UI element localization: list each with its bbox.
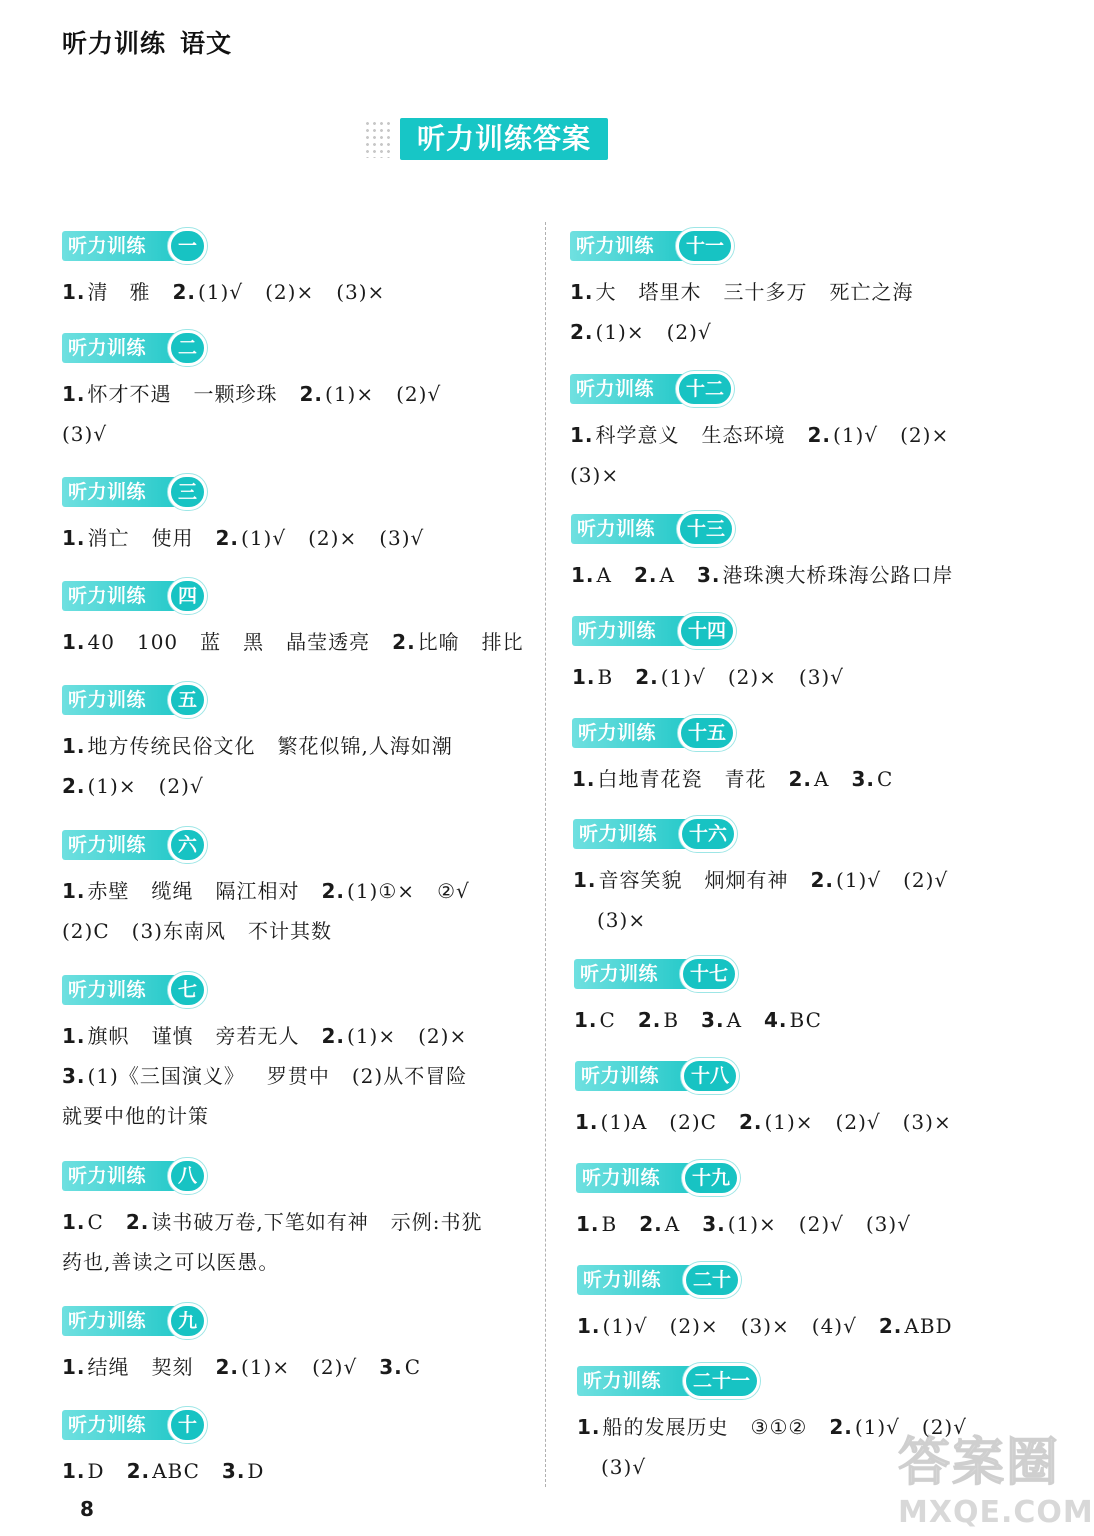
answer-line: [62, 1056, 467, 1096]
answer-section: [62, 330, 441, 454]
question-number: 4.: [764, 1008, 788, 1032]
answer-text: (3)√: [62, 422, 108, 446]
answer-text: (3)×: [570, 463, 620, 487]
answer-text: (2)√: [312, 1355, 358, 1379]
section-badge: [62, 1407, 264, 1443]
section-number: 十二: [676, 371, 734, 407]
answer-text: A: [659, 563, 675, 587]
answer-text: BC: [789, 1008, 822, 1032]
watermark-top-text: 答案圈: [898, 1433, 1061, 1493]
answer-text: ABD: [904, 1314, 953, 1338]
answer-line: [573, 900, 948, 940]
answer-section: [575, 1058, 952, 1142]
section-number: 一: [168, 228, 207, 264]
answer-section: [570, 371, 949, 495]
answer-line: [62, 871, 470, 911]
answer-line: [62, 1096, 467, 1136]
answer-text: 赤壁: [87, 879, 130, 903]
answer-text: (3)√: [865, 1212, 911, 1236]
answer-text: 结绳: [87, 1355, 130, 1379]
answer-line: [62, 911, 470, 951]
answer-line: [577, 1407, 967, 1447]
question-number: 1.: [62, 879, 86, 903]
page-number: 8: [80, 1497, 94, 1521]
section-badge: [62, 228, 385, 264]
answer-section: [571, 511, 953, 595]
answer-text: 黑: [243, 630, 265, 654]
question-number: 1.: [573, 868, 597, 892]
answer-text: (2)√: [798, 1212, 844, 1236]
answer-text: (1)A: [600, 1110, 648, 1134]
answer-text: (3)√: [601, 1455, 647, 1479]
section-number: 三: [168, 474, 207, 510]
section-badge: [574, 956, 822, 992]
section-number: 二十: [683, 1262, 741, 1298]
answer-line: [62, 414, 441, 454]
section-badge: [572, 715, 893, 751]
answer-text: (2)C: [62, 919, 110, 943]
question-number: 1.: [577, 1314, 601, 1338]
answer-text: (3)√: [798, 665, 844, 689]
question-number: 1.: [571, 563, 595, 587]
section-number: 二: [168, 330, 207, 366]
answer-text: (1)×: [595, 320, 645, 344]
answer-text: (2)√: [835, 1110, 881, 1134]
answer-section: [62, 578, 524, 662]
question-number: 2.: [215, 526, 240, 550]
answer-text: ③①②: [750, 1415, 808, 1439]
answer-text: (2)√: [158, 774, 204, 798]
section-badge-label: 听力训练: [62, 477, 180, 507]
answer-line: [570, 272, 914, 312]
page-header: [62, 24, 232, 60]
answer-line: [62, 766, 453, 806]
question-number: 2.: [635, 665, 659, 689]
answer-text: B: [663, 1008, 680, 1032]
answer-text: ABC: [152, 1459, 200, 1483]
answer-text: 读书破万卷,下笔如有神: [151, 1210, 369, 1234]
section-number: 十四: [678, 613, 736, 649]
answer-line: [574, 1000, 822, 1040]
question-number: 2.: [215, 1355, 240, 1379]
answer-section: [577, 1262, 953, 1346]
answer-text: (1)√: [833, 423, 879, 447]
answer-text: (2)√: [396, 382, 442, 406]
answer-text: B: [597, 665, 614, 689]
question-number: 1.: [62, 734, 86, 758]
answer-text: (2)×: [418, 1024, 468, 1048]
question-number: 3.: [701, 1008, 725, 1032]
question-number: 3.: [62, 1064, 86, 1088]
section-badge-label: 听力训练: [62, 830, 180, 860]
answer-section: [62, 474, 424, 558]
section-number: 十八: [681, 1058, 739, 1094]
question-number: 2.: [807, 423, 832, 447]
question-number: 1.: [570, 423, 594, 447]
answer-section: [572, 715, 893, 799]
section-badge-label: 听力训练: [575, 1061, 693, 1091]
answer-text: D: [87, 1459, 105, 1483]
answer-text: 不计其数: [247, 919, 332, 943]
answer-text: 音容笑貌: [598, 868, 683, 892]
section-badge-label: 听力训练: [576, 1163, 694, 1193]
answer-line: [62, 1242, 482, 1282]
section-badge-label: 听力训练: [62, 1306, 180, 1336]
answer-line: [62, 272, 385, 312]
answer-text: 缆绳: [151, 879, 194, 903]
section-badge: [62, 474, 424, 510]
answer-text: (2)×: [669, 1314, 719, 1338]
answer-text: C: [87, 1210, 104, 1234]
section-badge-label: 听力训练: [570, 231, 688, 261]
section-badge: [62, 972, 467, 1008]
answer-text: 示例:书犹: [390, 1210, 483, 1234]
section-number: 十三: [677, 511, 735, 547]
answer-text: 白地青花瓷: [597, 767, 703, 791]
dot-pattern-decoration: [364, 120, 392, 158]
section-number: 十九: [682, 1160, 740, 1196]
answer-text: 地方传统民俗文化: [87, 734, 256, 758]
answer-text: 港珠澳大桥珠海公路口岸: [722, 563, 954, 587]
question-number: 2.: [639, 1212, 663, 1236]
question-number: 2.: [829, 1415, 853, 1439]
question-number: 1.: [577, 1415, 601, 1439]
answer-text: 40: [87, 630, 115, 654]
answer-text: A: [726, 1008, 743, 1032]
question-number: 1.: [62, 382, 86, 406]
question-number: 1.: [575, 1110, 599, 1134]
answer-text: D: [247, 1459, 265, 1483]
answer-text: 消亡: [87, 526, 130, 550]
answer-text: (1)×: [87, 774, 137, 798]
question-number: 1.: [574, 1008, 598, 1032]
question-number: 2.: [788, 767, 813, 791]
answer-section: [62, 827, 470, 951]
answer-section: [573, 816, 948, 940]
answer-text: (4)√: [811, 1314, 857, 1338]
section-badge-label: 听力训练: [573, 819, 691, 849]
section-number: 五: [168, 682, 207, 718]
answer-text: (3)×: [336, 280, 386, 304]
answer-text: (1)×: [764, 1110, 814, 1134]
question-number: 1.: [570, 280, 594, 304]
answer-text: (1)×: [325, 382, 375, 406]
answer-section: [62, 1303, 421, 1387]
question-number: 2.: [637, 1008, 662, 1032]
answer-text: (3)×: [902, 1110, 952, 1134]
question-number: 2.: [321, 879, 346, 903]
answer-text: 青花: [724, 767, 767, 791]
answer-line: [62, 374, 441, 414]
question-number: 2.: [633, 563, 658, 587]
question-number: 2.: [738, 1110, 763, 1134]
answer-text: 晶莹透亮: [286, 630, 371, 654]
answer-text: 大: [595, 280, 617, 304]
section-badge-label: 听力训练: [62, 685, 180, 715]
answer-text: (1)√: [602, 1314, 648, 1338]
answer-text: (2)C: [669, 1110, 717, 1134]
section-number: 十一: [676, 228, 734, 264]
answer-text: 药也,善读之可以医愚。: [62, 1250, 280, 1274]
question-number: 2.: [810, 868, 835, 892]
column-divider: [545, 222, 546, 1487]
answer-text: C: [599, 1008, 616, 1032]
section-badge-label: 听力训练: [574, 959, 692, 989]
answer-text: (1)×: [727, 1212, 777, 1236]
section-number: 八: [168, 1158, 207, 1194]
section-badge: [575, 1058, 952, 1094]
question-number: 1.: [572, 767, 596, 791]
answer-section: [62, 228, 385, 312]
answer-text: 一颗珍珠: [193, 382, 278, 406]
section-badge: [571, 511, 953, 547]
answer-text: A: [596, 563, 612, 587]
answer-line: [62, 726, 453, 766]
answer-text: (1)√: [854, 1415, 900, 1439]
section-badge: [62, 1303, 421, 1339]
section-badge: [570, 228, 914, 264]
question-number: 1.: [62, 1024, 86, 1048]
section-badge-label: 听力训练: [570, 374, 688, 404]
answer-section: [577, 1363, 967, 1487]
answer-section: [62, 972, 467, 1136]
section-badge: [62, 1158, 482, 1194]
question-number: 1.: [62, 1210, 86, 1234]
subject-title: 语文: [180, 29, 233, 58]
answer-text: (1)√: [836, 868, 882, 892]
answer-text: (2)×: [308, 526, 358, 550]
question-number: 1.: [62, 630, 86, 654]
answer-text: 旁若无人: [215, 1024, 300, 1048]
answer-section: [62, 1158, 482, 1282]
question-number: 2.: [62, 774, 86, 798]
answer-line: [571, 555, 953, 595]
section-number: 十六: [679, 816, 737, 852]
answer-text: C: [877, 767, 894, 791]
answer-text: 100: [136, 630, 179, 654]
section-badge-label: 听力训练: [577, 1366, 695, 1396]
answer-text: (3)×: [740, 1314, 790, 1338]
question-number: 1.: [576, 1212, 600, 1236]
section-badge-label: 听力训练: [62, 1161, 180, 1191]
answer-text: 塔里木: [638, 280, 702, 304]
section-badge: [576, 1160, 911, 1196]
watermark-bottom-text: MXQE.COM: [898, 1495, 1094, 1530]
answer-text: 契刻: [151, 1355, 194, 1379]
question-number: 2.: [172, 280, 197, 304]
question-number: 1.: [572, 665, 596, 689]
section-number: 七: [168, 972, 207, 1008]
answer-section: [574, 956, 822, 1040]
answer-text: 排比: [481, 630, 524, 654]
answer-text: A: [664, 1212, 681, 1236]
question-number: 3.: [851, 767, 875, 791]
answer-line: [575, 1102, 952, 1142]
answers-title: 听力训练答案: [400, 118, 608, 160]
answer-section: [62, 682, 453, 806]
answer-line: [570, 312, 914, 352]
section-badge: [577, 1363, 967, 1399]
answer-text: 比喻: [417, 630, 460, 654]
section-badge: [577, 1262, 953, 1298]
answer-line: [576, 1204, 911, 1244]
answer-line: [572, 759, 893, 799]
section-badge: [572, 613, 844, 649]
question-number: 2.: [321, 1024, 346, 1048]
answer-text: 三十多万: [723, 280, 808, 304]
answer-section: [570, 228, 914, 352]
question-number: 3.: [702, 1212, 726, 1236]
answer-text: 蓝: [200, 630, 222, 654]
question-number: 2.: [125, 1210, 150, 1234]
answer-text: B: [601, 1212, 618, 1236]
answer-text: ②√: [437, 879, 470, 903]
question-number: 1.: [62, 280, 86, 304]
answer-line: [573, 860, 948, 900]
answer-text: 谨慎: [151, 1024, 194, 1048]
question-number: 2.: [392, 630, 416, 654]
answer-text: 使用: [151, 526, 194, 550]
question-number: 1.: [62, 1459, 86, 1483]
section-badge-label: 听力训练: [62, 231, 180, 261]
section-number: 十七: [680, 956, 738, 992]
question-number: 2.: [126, 1459, 151, 1483]
section-badge: [62, 827, 470, 863]
section-number: 九: [168, 1303, 207, 1339]
question-number: 3.: [221, 1459, 246, 1483]
answer-text: (1)×: [241, 1355, 291, 1379]
section-badge: [62, 330, 441, 366]
section-badge-label: 听力训练: [571, 514, 689, 544]
answer-text: (1)×: [347, 1024, 397, 1048]
answer-line: [62, 1016, 467, 1056]
answer-section: [576, 1160, 911, 1244]
question-number: 2.: [878, 1314, 903, 1338]
answer-text: (1)√: [198, 280, 244, 304]
answer-line: [572, 657, 844, 697]
section-badge-label: 听力训练: [572, 616, 690, 646]
section-badge-label: 听力训练: [62, 975, 180, 1005]
section-number: 六: [168, 827, 207, 863]
answer-text: (2)从不冒险: [351, 1064, 468, 1088]
question-number: 3.: [696, 563, 721, 587]
answer-text: 旗帜: [87, 1024, 130, 1048]
section-number: 四: [168, 578, 207, 614]
answer-text: (1)√: [241, 526, 287, 550]
answer-line: [570, 455, 949, 495]
section-number: 十: [168, 1407, 207, 1443]
answer-text: (3)√: [379, 526, 425, 550]
section-number: 二十一: [683, 1363, 760, 1399]
answer-text: (2)√: [666, 320, 712, 344]
answer-text: A: [814, 767, 830, 791]
answer-text: 清 雅: [87, 280, 151, 304]
answer-line: [62, 1347, 421, 1387]
question-number: 3.: [379, 1355, 403, 1379]
answer-text: (2)×: [900, 423, 950, 447]
section-badge-label: 听力训练: [572, 718, 690, 748]
section-badge: [573, 816, 948, 852]
answer-line: [577, 1306, 953, 1346]
section-badge: [62, 578, 524, 614]
section-badge-label: 听力训练: [62, 1410, 180, 1440]
section-badge: [62, 682, 453, 718]
answer-text: 船的发展历史: [602, 1415, 729, 1439]
answer-text: 炯炯有神: [704, 868, 789, 892]
answer-text: (2)×: [727, 665, 777, 689]
answer-text: 死亡之海: [829, 280, 914, 304]
section-badge: [570, 371, 949, 407]
section-badge-label: 听力训练: [62, 333, 180, 363]
section-badge-label: 听力训练: [577, 1265, 695, 1295]
answer-text: C: [404, 1355, 422, 1379]
answer-text: (2)√: [903, 868, 949, 892]
answer-text: (2)√: [921, 1415, 967, 1439]
question-number: 1.: [62, 1355, 86, 1379]
answer-line: [62, 1451, 264, 1491]
answer-text: (1)√: [660, 665, 706, 689]
answer-text: 隔江相对: [215, 879, 300, 903]
answer-line: [577, 1447, 967, 1487]
answer-section: [572, 613, 844, 697]
answer-text: 罗贯中: [266, 1064, 330, 1088]
answer-text: 就要中他的计策: [62, 1104, 209, 1128]
question-number: 1.: [62, 526, 86, 550]
answer-line: [62, 622, 524, 662]
section-number: 十五: [678, 715, 736, 751]
answer-text: (1)①×: [347, 879, 416, 903]
answer-text: (3)×: [597, 908, 647, 932]
answer-text: 生态环境: [701, 423, 786, 447]
answer-text: (2)×: [265, 280, 315, 304]
question-number: 2.: [570, 320, 594, 344]
answer-line: [570, 415, 949, 455]
section-badge-label: 听力训练: [62, 581, 180, 611]
question-number: 2.: [299, 382, 324, 406]
answer-text: 科学意义: [595, 423, 680, 447]
answer-section: [62, 1407, 264, 1491]
book-title: 听力训练: [62, 29, 167, 58]
answer-line: [62, 1202, 482, 1242]
answer-text: 繁花似锦,人海如潮: [277, 734, 453, 758]
answer-line: [62, 518, 424, 558]
answer-text: (3)东南风: [131, 919, 226, 943]
answer-text: (1)《三国演义》: [87, 1064, 245, 1088]
answer-text: 怀才不遇: [87, 382, 172, 406]
